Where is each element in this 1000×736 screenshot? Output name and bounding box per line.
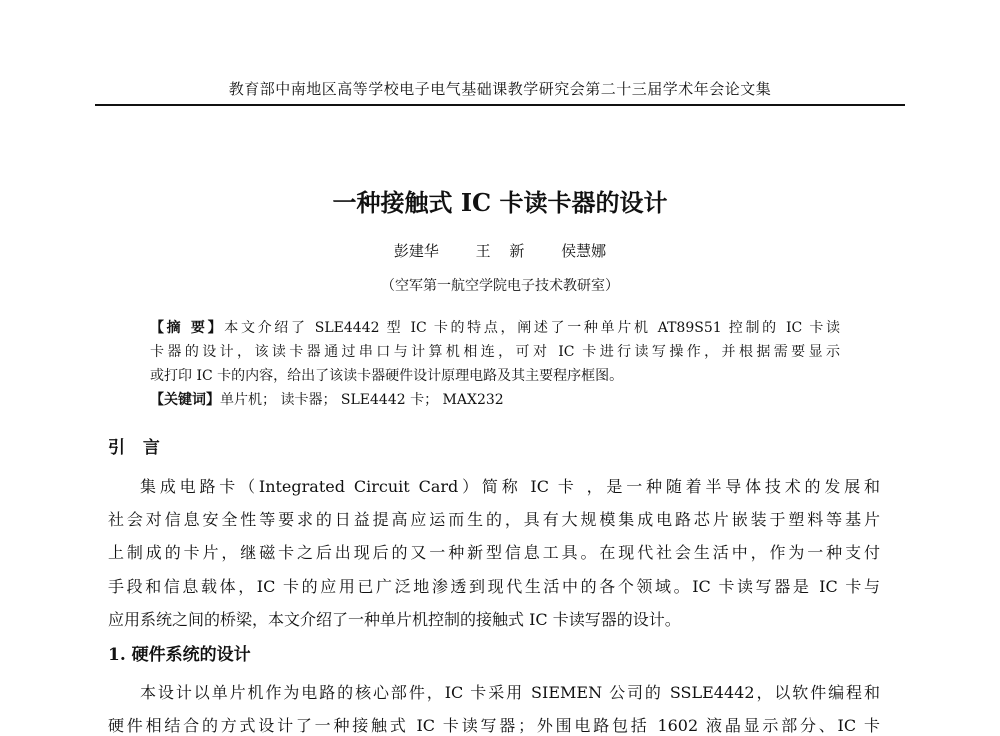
author: 侯慧娜 [561, 242, 607, 260]
body-line: 本设计以单片机作为电路的核心部件，IC 卡采用 SIEMEN 公司的 SSLE4442，以软件编程和 [140, 683, 880, 702]
running-head: 教育部中南地区高等学校电子电气基础课教学研究会第二十三届学术年会论文集 [228, 80, 772, 98]
body-line: 应用系统之间的桥梁，本文介绍了一种单片机控制的接触式 IC 卡读写器的设计。 [108, 610, 681, 629]
body-line: 上制成的卡片，继磁卡之后出现后的又一种新型信息工具。在现代社会生活中，作为一种支付 [108, 543, 880, 562]
keywords-text: 单片机； 读卡器； SLE4442 卡； MAX232 [220, 392, 504, 408]
header-rule [95, 104, 905, 106]
abstract-text: 本文介绍了 SLE4442 型 IC 卡的特点，阐述了一种单片机 AT89S51 控制的 IC 卡读 [224, 320, 840, 336]
abstract-line [150, 317, 840, 337]
abstract-line: 卡器的设计，该读卡器通过串口与计算机相连，可对 IC 卡进行读写操作，并根据需要显示 [150, 344, 840, 360]
abstract-line: 或打印 IC 卡的内容，给出了该读卡器硬件设计原理电路及其主要程序框图。 [150, 368, 624, 384]
body-line: 集成电路卡（Integrated Circuit Card）简称 IC 卡 ，是一种随着半导体技术的发展和 [140, 477, 880, 496]
authors [0, 240, 1000, 261]
section-heading-hardware: 1. 硬件系统的设计 [108, 645, 251, 665]
affiliation: （空军第一航空学院电子技术教研室） [381, 278, 619, 294]
author: 王 新 [475, 242, 525, 260]
paper-title: 一种接触式 IC 卡读卡器的设计 [332, 188, 668, 217]
body-line: 手段和信息载体，IC 卡的应用已广泛地渗透到现代生活中的各个领域。IC 卡读写器是 IC 卡与 [108, 577, 880, 596]
abstract-label: 【摘 要】 [150, 320, 225, 336]
keywords-line [150, 389, 840, 409]
section-heading-intro: 引 言 [108, 438, 166, 458]
author: 彭建华 [393, 242, 439, 260]
body-line: 硬件相结合的方式设计了一种接触式 IC 卡读写器；外围电路包括 1602 液晶显示部分、IC 卡 [108, 716, 880, 735]
keywords-label: 【关键词】 [150, 392, 220, 408]
body-line: 社会对信息安全性等要求的日益提高应运而生的，具有大规模集成电路芯片嵌装于塑料等基片 [108, 510, 880, 529]
